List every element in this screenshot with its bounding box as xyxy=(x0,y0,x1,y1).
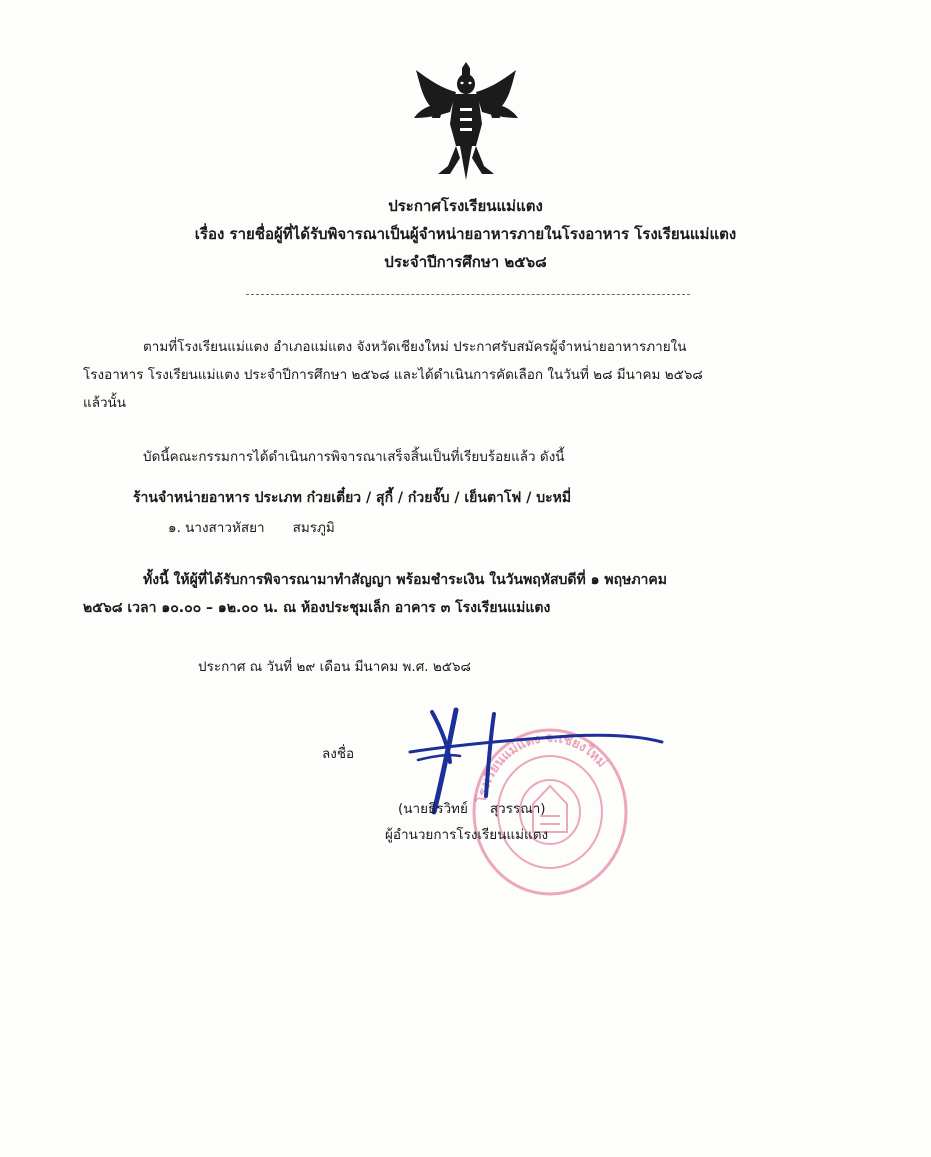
signer-position: ผู้อำนวยการโรงเรียนแม่แตง xyxy=(385,827,549,843)
signer-first-name: (นายธีรวิทย์ xyxy=(398,801,468,817)
vendor-first-name: ๑. นางสาวหัสยา xyxy=(168,520,265,536)
selected-vendor xyxy=(168,516,335,538)
document-title: ประกาศโรงเรียนแม่แตง xyxy=(388,197,543,215)
document-subject: เรื่อง รายชื่อผู้ที่ได้รับพิจารณาเป็นผู้จำหน่ายอาหารภายในโรงอาหาร โรงเรียนแม่แตง xyxy=(194,225,737,243)
vendor-last-name: สมรภูมิ xyxy=(292,520,335,536)
shop-category-heading: ร้านจำหน่ายอาหาร ประเภท ก๋วยเตี๋ยว / สุกี้ / ก๋วยจั๊บ / เย็นตาโฟ / บะหมี่ xyxy=(133,490,572,506)
title-divider xyxy=(246,294,690,295)
contract-notice-line-2: ๒๕๖๘ เวลา ๑๐.๐๐ – ๑๒.๐๐ น. ณ ห้องประชุมเล็ก อาคาร ๓ โรงเรียนแม่แตง xyxy=(83,600,551,616)
document-academic-year: ประจำปีการศึกษา ๒๕๖๘ xyxy=(384,253,547,271)
signer-last-name: สุวรรณา) xyxy=(489,801,546,817)
paragraph-intro-line-2: โรงอาหาร โรงเรียนแม่แตง ประจำปีการศึกษา ๒๕๖๘ และได้ดำเนินการคัดเลือก ในวันที่ ๒๘ มีนาคม ๒๕๖๘ xyxy=(83,367,703,383)
signature-label: ลงชื่อ xyxy=(322,746,355,762)
paragraph-intro-line-3: แล้วนั้น xyxy=(83,395,127,411)
seal-text: โรงเรียนแม่แตง จ.เชียงใหม่ xyxy=(474,730,610,805)
garuda-emblem-icon xyxy=(410,62,522,182)
paragraph-result: บัดนี้คณะกรรมการได้ดำเนินการพิจารณาเสร็จสิ้นเป็นที่เรียบร้อยแล้ว ดังนี้ xyxy=(143,449,565,465)
paragraph-intro-line-1: ตามที่โรงเรียนแม่แตง อำเภอแม่แตง จังหวัดเชียงใหม่ ประกาศรับสมัครผู้จำหน่ายอาหารภายใน xyxy=(143,339,687,355)
announcement-date: ประกาศ ณ วันที่ ๒๙ เดือน มีนาคม พ.ศ. ๒๕๖๘ xyxy=(198,659,471,675)
contract-notice-line-1: ทั้งนี้ ให้ผู้ที่ได้รับการพิจารณามาทำสัญญา พร้อมชำระเงิน ในวันพฤหัสบดีที่ ๑ พฤษภาคม xyxy=(143,572,668,588)
signer-name xyxy=(398,797,546,819)
